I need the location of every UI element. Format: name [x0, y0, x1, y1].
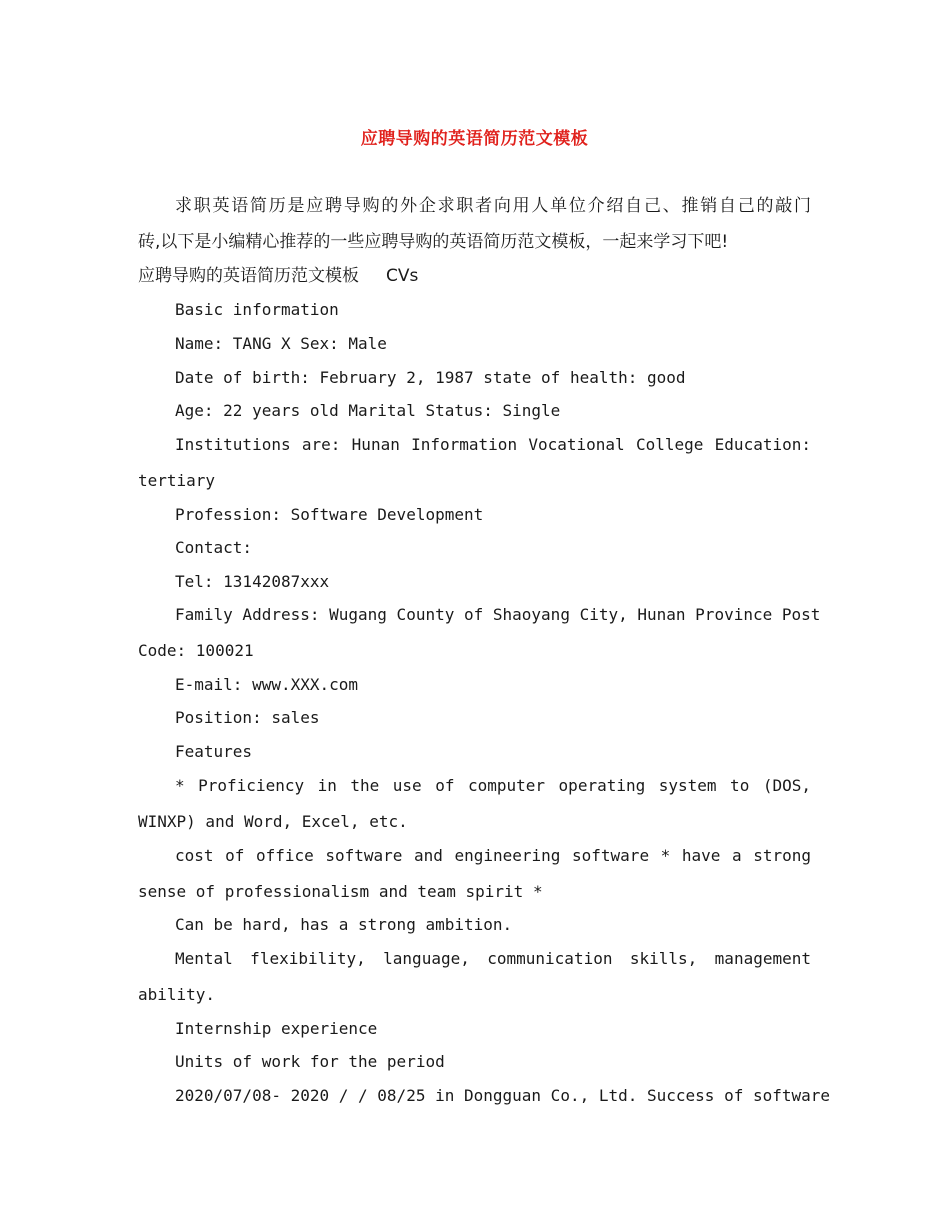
section-heading-features: Features	[175, 742, 253, 761]
feature-2-line-2: sense of professionalism and team spirit *	[138, 882, 543, 901]
field-date-of-birth: Date of birth: February 2, 1987 state of health: good	[175, 368, 686, 387]
internship-entry-line-1: 2020/07/08- 2020 / / 08/25 in Dongguan Co., Ltd. Success of software	[175, 1086, 831, 1105]
field-institutions-line-2: tertiary	[138, 471, 216, 490]
field-tel: Tel: 13142087xxx	[175, 572, 330, 591]
feature-1-line-2: WINXP) and Word, Excel, etc.	[138, 812, 408, 831]
section-heading-internship-experience: Internship experience	[175, 1019, 378, 1038]
field-profession: Profession: Software Development	[175, 505, 484, 524]
intro-paragraph-line-1: 求职英语简历是应聘导购的外企求职者向用人单位介绍自己、推销自己的敲门	[175, 196, 811, 216]
field-name-sex: Name: TANG X Sex: Male	[175, 334, 387, 353]
field-contact: Contact:	[175, 538, 253, 557]
feature-4-line-2: ability.	[138, 985, 216, 1004]
section-heading-basic-information: Basic information	[175, 300, 339, 319]
field-family-address-line-2: Code: 100021	[138, 641, 254, 660]
field-position: Position: sales	[175, 708, 320, 727]
intro-paragraph-line-2: 砖,以下是小编精心推荐的一些应聘导购的英语简历范文模板，一起来学习下吧!	[138, 232, 729, 252]
feature-3: Can be hard, has a strong ambition.	[175, 915, 513, 934]
field-units-of-work: Units of work for the period	[175, 1052, 445, 1071]
feature-4-line-1: Mental flexibility, language, communication skills, management	[175, 949, 811, 968]
field-age-marital: Age: 22 years old Marital Status: Single	[175, 401, 561, 420]
field-family-address-line-1: Family Address: Wugang County of Shaoyang City, Hunan Province Post	[175, 605, 821, 624]
field-email: E-mail: www.XXX.com	[175, 675, 359, 694]
document-title: 应聘导购的英语简历范文模板	[360, 129, 589, 149]
intro-paragraph-line-3: 应聘导购的英语简历范文模板 CVs	[138, 266, 419, 286]
feature-2-line-1: cost of office software and engineering software * have a strong	[175, 846, 811, 865]
feature-1-line-1: * Proficiency in the use of computer operating system to (DOS,	[175, 776, 811, 795]
field-institutions-line-1: Institutions are: Hunan Information Vocational College Education:	[175, 435, 811, 454]
